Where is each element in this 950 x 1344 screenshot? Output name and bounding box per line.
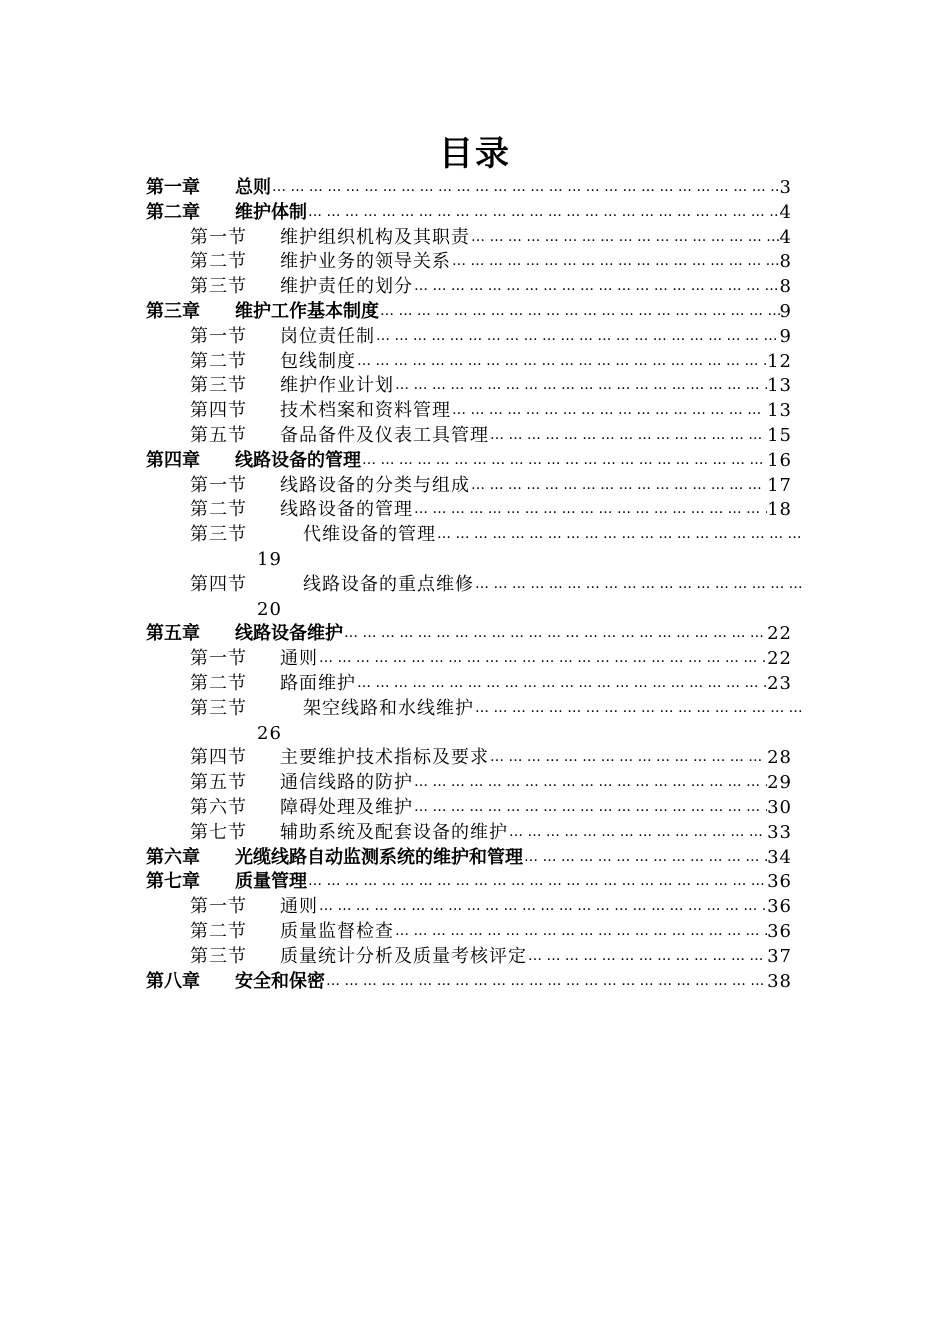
toc-entry-number: 第二节 — [190, 673, 247, 694]
dot-leader — [361, 448, 767, 473]
dot-leader — [325, 969, 767, 994]
toc-entry-number: 第三节 — [190, 276, 247, 298]
toc-entry-title: 技术档案和资料管理 — [280, 400, 451, 422]
toc-entry-page: 29 — [767, 772, 792, 794]
dot-leader — [356, 671, 767, 696]
toc-entry-number: 第三章 — [146, 301, 200, 322]
toc-entry-number: 第五节 — [190, 772, 247, 794]
toc-entry[interactable] — [190, 373, 792, 398]
toc-entry[interactable] — [146, 621, 792, 646]
toc-entry[interactable] — [146, 845, 792, 870]
toc-entry-title: 辅助系统及配套设备的维护 — [280, 821, 508, 843]
toc-entry-number: 第一节 — [190, 896, 247, 918]
toc-entry-title: 通信线路的防护 — [280, 772, 413, 794]
dot-leader — [394, 373, 767, 398]
toc-entry[interactable] — [146, 299, 792, 324]
dot-leader — [489, 423, 767, 448]
toc-entry-number: 第七章 — [146, 871, 200, 893]
toc-entry-number: 第一节 — [190, 648, 247, 670]
toc-entry-page: 15 — [767, 425, 792, 446]
toc-entry-page: 36 — [767, 896, 792, 918]
toc-entry[interactable] — [190, 696, 804, 721]
toc-entry[interactable] — [190, 671, 792, 696]
toc-entry[interactable] — [190, 398, 792, 423]
toc-entry-page: 19 — [257, 549, 282, 570]
toc-entry-title: 岗位责任制 — [280, 325, 375, 347]
toc-entry-number: 第四节 — [190, 747, 247, 769]
toc-entry-number: 第二节 — [190, 251, 247, 273]
toc-entry-title: 线路设备的管理 — [235, 449, 361, 471]
dot-leader — [523, 845, 767, 870]
toc-entry[interactable] — [190, 225, 792, 250]
toc-entry-number: 第五章 — [146, 623, 200, 645]
dot-leader — [508, 820, 767, 845]
toc-entry[interactable] — [146, 969, 792, 994]
toc-entry-page: 9 — [779, 301, 792, 322]
toc-entry-title: 质量监督检查 — [280, 921, 394, 942]
toc-entry-page: 16 — [767, 449, 792, 471]
toc-entry-title: 维护业务的领导关系 — [280, 251, 451, 273]
toc-entry-page: 22 — [767, 623, 792, 645]
dot-leader — [451, 398, 767, 423]
toc-entry-title: 通则 — [280, 896, 318, 918]
dot-leader — [413, 770, 767, 795]
toc-entry[interactable] — [146, 869, 792, 894]
toc-entry-title: 维护组织机构及其职责 — [280, 226, 470, 248]
toc-entry-number: 第八章 — [146, 970, 200, 992]
dot-leader — [394, 919, 767, 944]
toc-entry-page: 38 — [767, 970, 792, 992]
toc-entry[interactable] — [146, 175, 792, 200]
toc-entry-title: 障碍处理及维护 — [280, 797, 413, 818]
toc-entry-page: 13 — [767, 400, 792, 422]
toc-entry-page: 22 — [767, 648, 792, 670]
toc-entry-page: 12 — [767, 350, 792, 372]
toc-entry-number: 第二节 — [190, 499, 247, 521]
dot-leader — [474, 696, 804, 721]
toc-entry-number: 第三节 — [190, 697, 247, 719]
toc-entry-title: 总则 — [235, 177, 271, 198]
toc-entry-page: 9 — [779, 325, 792, 347]
dot-leader — [413, 497, 767, 522]
dot-leader — [375, 324, 780, 349]
dot-leader — [436, 522, 804, 547]
dot-leader — [470, 225, 780, 250]
toc-entry[interactable] — [190, 274, 792, 299]
toc-entry-page: 13 — [767, 375, 792, 397]
toc-entry-number: 第四节 — [190, 400, 247, 422]
toc-entry[interactable] — [190, 795, 792, 820]
toc-entry-number: 第一节 — [190, 474, 247, 496]
toc-entry-page: 3 — [779, 177, 792, 198]
toc-entry-number: 第三节 — [190, 524, 247, 546]
toc-entry-page: 34 — [767, 846, 792, 868]
toc-entry[interactable] — [190, 249, 792, 274]
toc-entry[interactable] — [190, 497, 792, 522]
toc-entry-number: 第一节 — [190, 325, 247, 347]
toc-entry-title: 维护责任的划分 — [280, 276, 413, 298]
toc-entry[interactable] — [190, 423, 792, 448]
dot-leader — [451, 249, 780, 274]
toc-entry-title: 包线制度 — [280, 350, 356, 372]
toc-entry[interactable] — [190, 572, 804, 597]
dot-leader — [413, 795, 767, 820]
toc-entry-number: 第二节 — [190, 350, 247, 372]
toc-entry-title: 通则 — [280, 648, 318, 670]
toc-entry[interactable] — [190, 522, 804, 547]
toc-entry[interactable] — [190, 745, 792, 770]
toc-entry-page: 30 — [767, 797, 792, 818]
toc-entry[interactable] — [190, 473, 792, 498]
toc-entry-page: 26 — [257, 722, 282, 744]
toc-entry[interactable] — [190, 770, 792, 795]
toc-entry-title: 架空线路和水线维护 — [303, 697, 474, 719]
toc-entry[interactable] — [190, 894, 792, 919]
toc-entry-page: 8 — [779, 251, 792, 273]
toc-entry[interactable] — [146, 200, 792, 225]
toc-entry[interactable] — [190, 919, 792, 944]
dot-leader — [318, 894, 767, 919]
toc-entry-title: 备品备件及仪表工具管理 — [280, 425, 489, 446]
toc-entry-page: 17 — [767, 474, 792, 496]
dot-leader — [527, 944, 767, 969]
dot-leader — [413, 274, 780, 299]
toc-entry-title: 路面维护 — [280, 673, 356, 694]
dot-leader — [356, 349, 767, 374]
dot-leader — [307, 869, 767, 894]
toc-title: 目录 — [439, 134, 511, 174]
toc-entry-title: 线路设备的管理 — [280, 499, 413, 521]
toc-entry-page: 18 — [767, 499, 792, 521]
toc-entry[interactable] — [190, 944, 792, 969]
toc-entry-number: 第三节 — [190, 945, 247, 967]
toc-entry-number: 第三节 — [190, 375, 247, 397]
toc-entry-number: 第五节 — [190, 425, 247, 446]
toc-entry[interactable] — [190, 349, 792, 374]
toc-entry[interactable] — [146, 448, 792, 473]
dot-leader — [489, 745, 767, 770]
toc-entry-title: 线路设备维护 — [235, 623, 343, 645]
dot-leader — [379, 299, 780, 324]
dot-leader — [474, 572, 804, 597]
toc-entry-page: 4 — [779, 201, 792, 223]
toc-entry[interactable] — [190, 324, 792, 349]
toc-entry-page: 20 — [257, 598, 282, 620]
toc-entry[interactable] — [190, 820, 792, 845]
toc-entry-title: 主要维护技术指标及要求 — [280, 747, 489, 769]
toc-entry-page: 36 — [767, 871, 792, 893]
dot-leader — [318, 646, 767, 671]
toc-entry-number: 第七节 — [190, 821, 247, 843]
toc-entry-title: 维护体制 — [235, 201, 307, 223]
toc-entry-title: 线路设备的分类与组成 — [280, 474, 470, 496]
toc-entry-number: 第四节 — [190, 573, 247, 595]
toc-entry-title: 光缆线路自动监测系统的维护和管理 — [235, 846, 523, 868]
toc-entry-page: 23 — [767, 673, 792, 694]
toc-entry-page: 36 — [767, 921, 792, 942]
toc-entry-title: 质量统计分析及质量考核评定 — [280, 945, 527, 967]
toc-entry-number: 第六节 — [190, 797, 247, 818]
toc-entry-title: 代维设备的管理 — [303, 524, 436, 546]
toc-entry-number: 第六章 — [146, 846, 200, 868]
toc-entry-page: 8 — [779, 276, 792, 298]
toc-entry-title: 维护作业计划 — [280, 375, 394, 397]
dot-leader — [307, 200, 780, 225]
toc-entry-page: 28 — [767, 747, 792, 769]
toc-entry-title: 安全和保密 — [235, 970, 325, 992]
dot-leader — [470, 473, 767, 498]
toc-entry-number: 第二节 — [190, 921, 247, 942]
dot-leader — [271, 175, 780, 200]
toc-entry-number: 第二章 — [146, 201, 200, 223]
toc-entry-title: 质量管理 — [235, 871, 307, 893]
toc-entry-page: 4 — [779, 226, 792, 248]
dot-leader — [343, 621, 767, 646]
toc-entry-title: 维护工作基本制度 — [235, 301, 379, 322]
toc-entry-title: 线路设备的重点维修 — [303, 573, 474, 595]
toc-entry-number: 第四章 — [146, 449, 200, 471]
toc-entry-page: 33 — [767, 821, 792, 843]
toc-entry[interactable] — [190, 646, 792, 671]
toc-entry-number: 第一章 — [146, 177, 200, 198]
toc-entry-page: 37 — [767, 945, 792, 967]
toc-entry-number: 第一节 — [190, 226, 247, 248]
